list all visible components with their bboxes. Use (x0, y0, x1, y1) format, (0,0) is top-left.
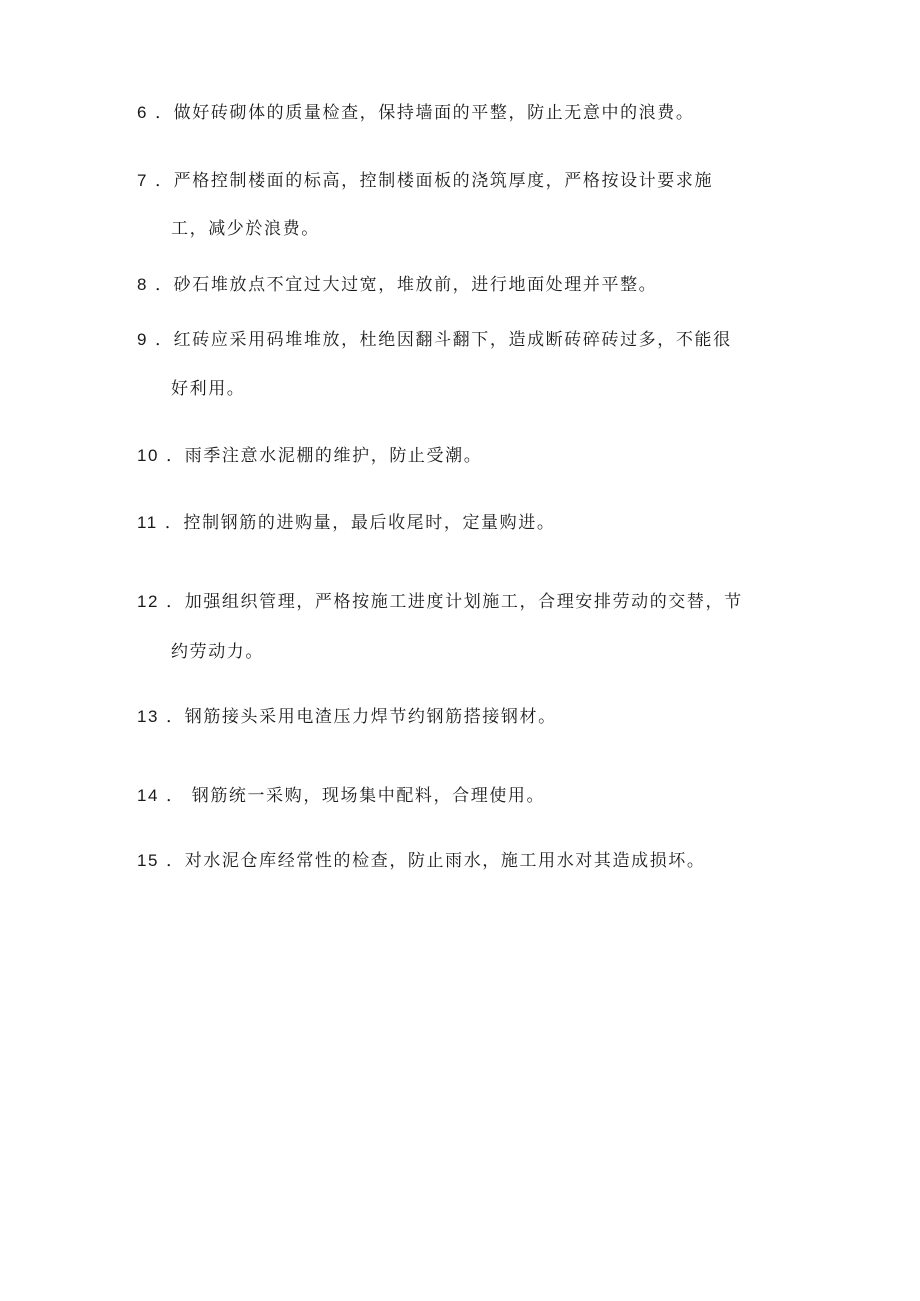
list-item (137, 171, 797, 239)
item-text-continued: 好利用。 (171, 379, 246, 399)
list-item (137, 513, 797, 533)
item-number: 12 (137, 592, 160, 611)
item-text-continued: 约劳动力。 (171, 642, 264, 662)
item-text: ．钢筋接头采用电渣压力焊节约钢筋搭接钢材。 (159, 707, 557, 727)
list-item (137, 851, 797, 871)
item-text: ．对水泥仓库经常性的检查，防止雨水，施工用水对其造成损坏。 (159, 851, 706, 871)
item-text: ．做好砖砌体的质量检查，保持墙面的平整，防止无意中的浪费。 (148, 103, 695, 123)
item-number: 10 (137, 446, 160, 465)
item-number: 14 (137, 786, 160, 805)
item-number: 7 (137, 171, 149, 190)
item-text: ．控制钢筋的进购量，最后收尾时，定量购进。 (157, 513, 556, 533)
item-text: ．雨季注意水泥棚的维护，防止受潮。 (159, 446, 483, 466)
item-text-continued: 工，减少於浪费。 (171, 219, 320, 239)
list-item (137, 786, 797, 806)
item-number: 11 (137, 513, 158, 532)
list-item (137, 592, 797, 662)
item-number: 13 (137, 707, 160, 726)
list-item (137, 275, 797, 295)
list-item (137, 707, 797, 727)
item-number: 15 (137, 851, 160, 870)
item-number: 8 (137, 275, 149, 294)
item-text: ． 钢筋统一采购，现场集中配料，合理使用。 (159, 786, 546, 806)
list-item (137, 330, 797, 399)
list-item (137, 446, 797, 466)
item-number: 6 (137, 103, 149, 122)
list-item (137, 103, 797, 123)
item-text: ．红砖应采用码堆堆放，杜绝因翻斗翻下，造成断砖碎砖过多，不能很 (148, 330, 732, 350)
item-text: ．严格控制楼面的标高，控制楼面板的浇筑厚度，严格按设计要求施 (148, 171, 714, 191)
item-text: ．砂石堆放点不宜过大过宽，堆放前，进行地面处理并平整。 (148, 275, 658, 295)
item-number: 9 (137, 330, 149, 349)
item-text: ．加强组织管理，严格按施工进度计划施工，合理安排劳动的交替，节 (159, 592, 743, 612)
